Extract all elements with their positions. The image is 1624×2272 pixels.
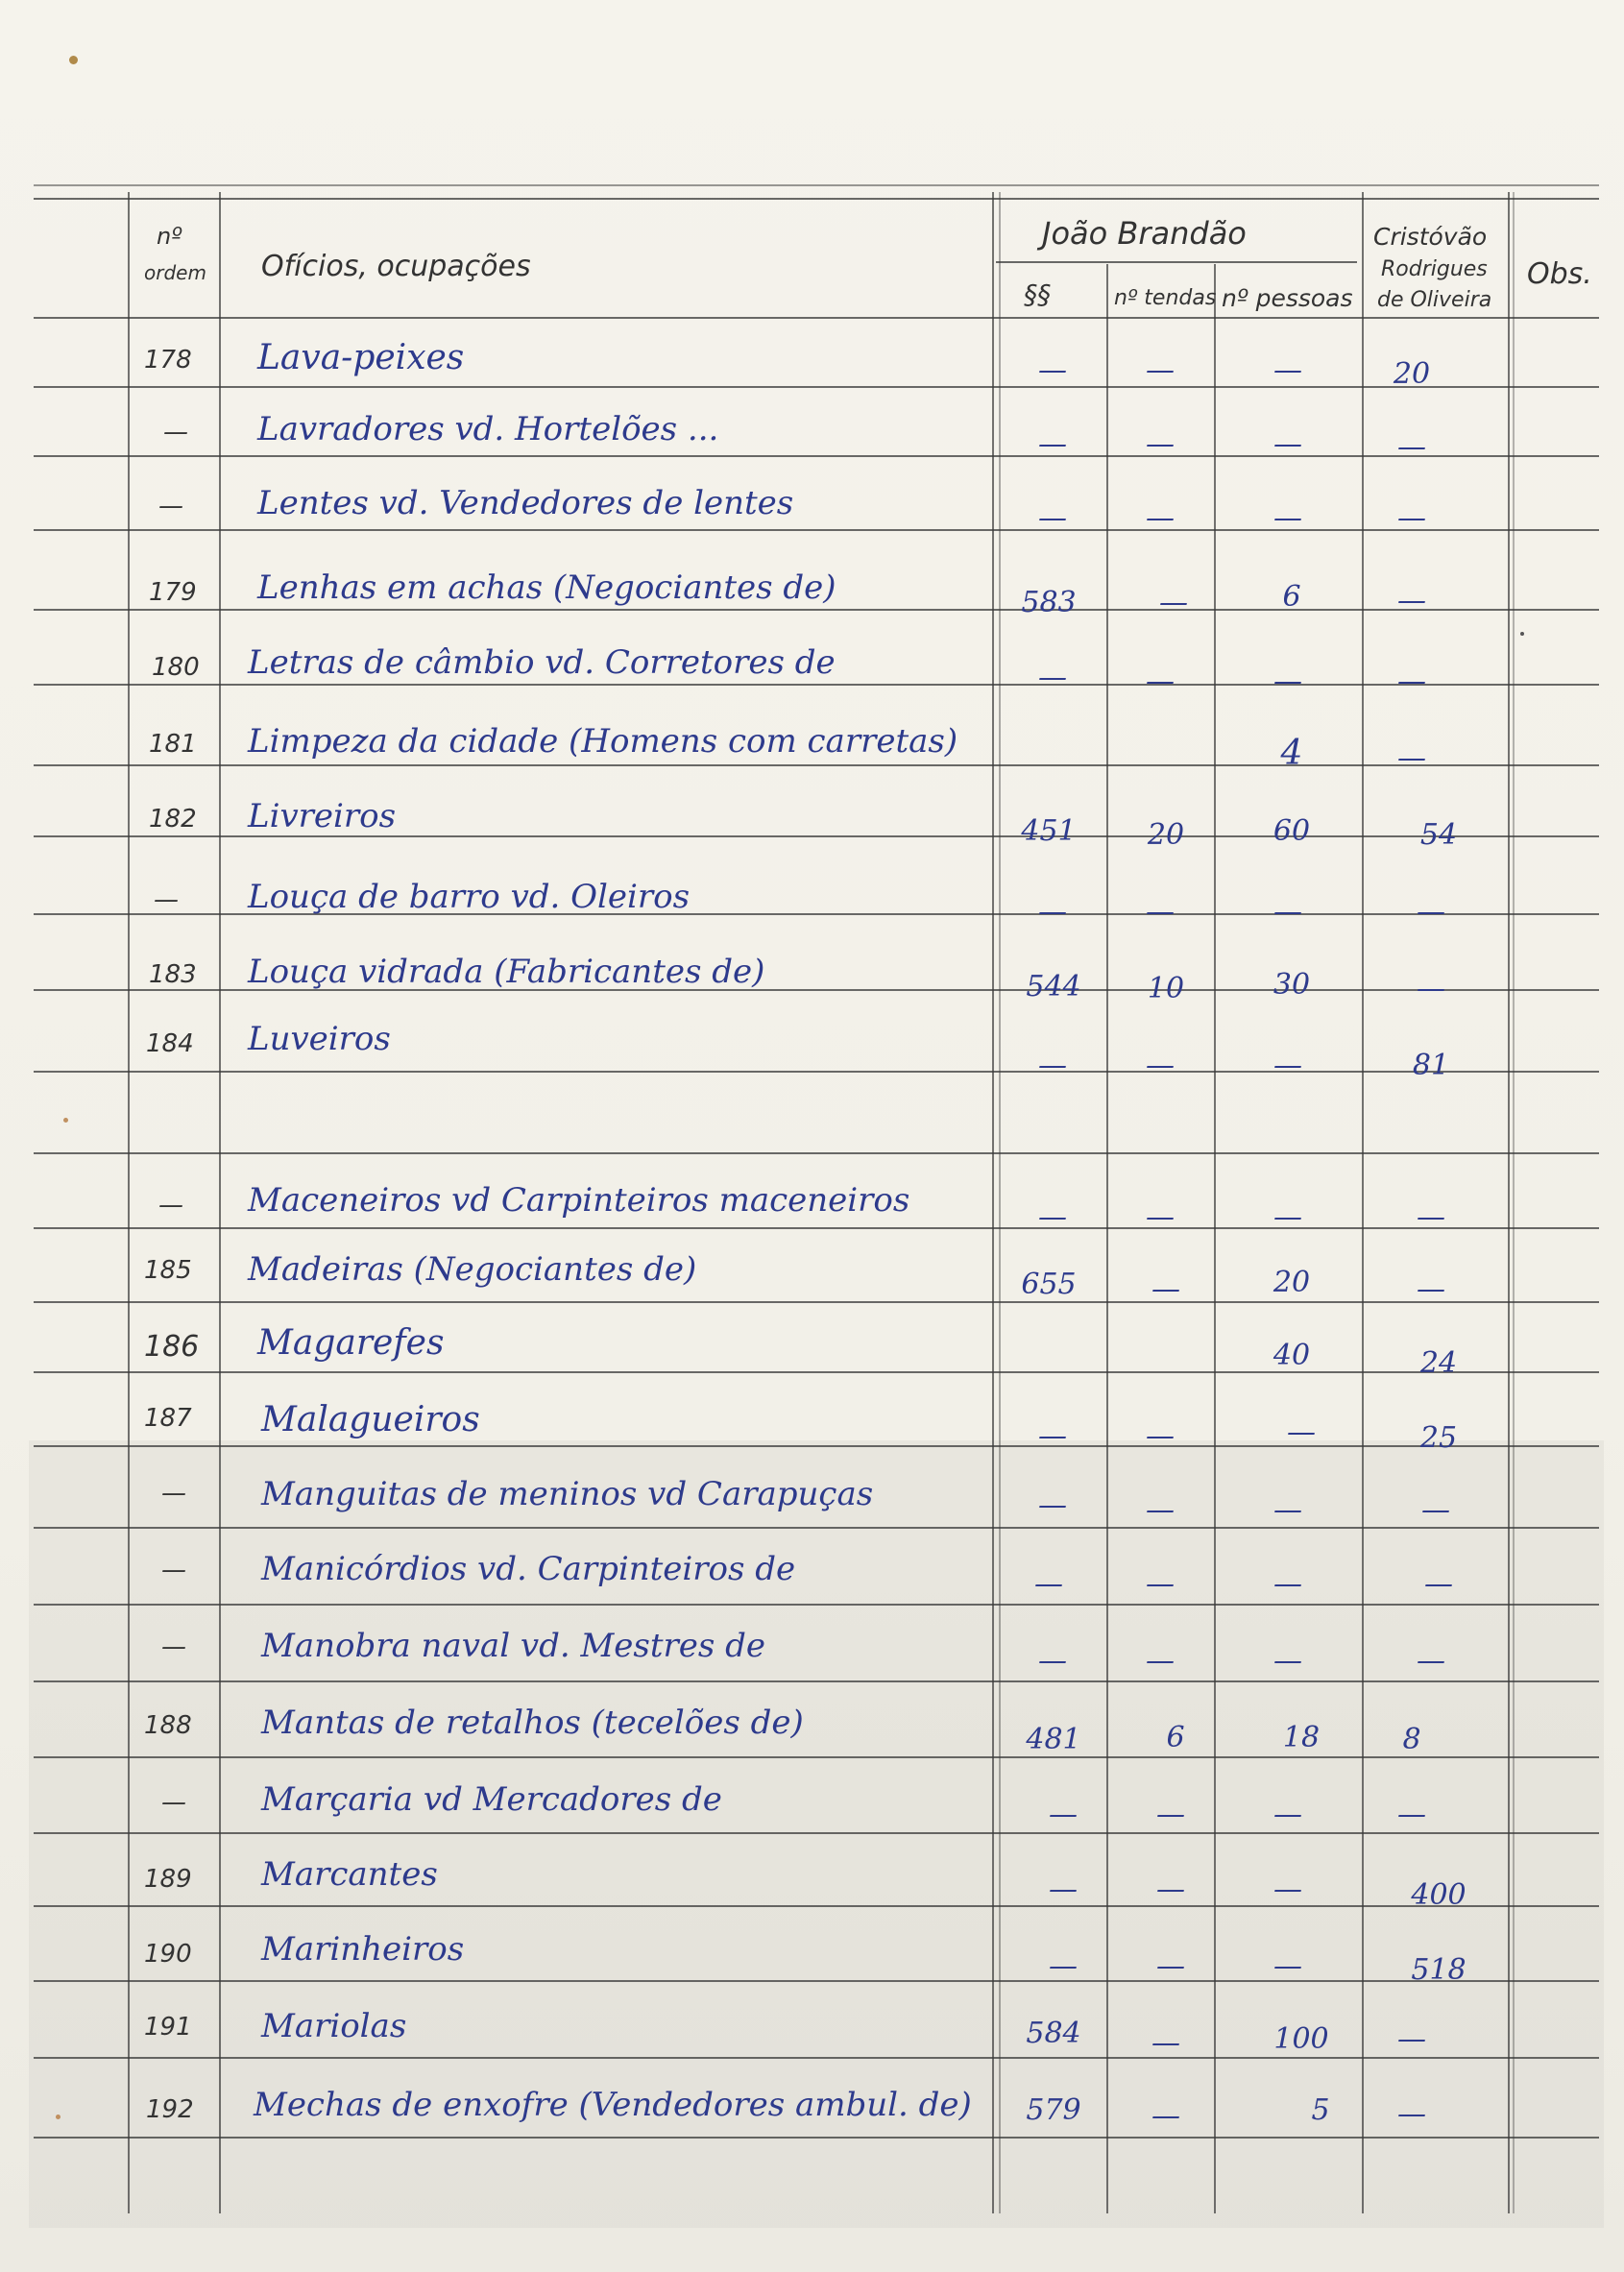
row-tendas: 10	[1147, 972, 1185, 1005]
row-pessoas: 5	[1311, 2093, 1330, 2127]
paper-speck	[56, 2115, 61, 2119]
row-cristovao: —	[1417, 895, 1445, 929]
row-pessoas: 6	[1282, 580, 1301, 614]
row-pessoas: —	[1273, 1873, 1302, 1906]
row-tendas: —	[1146, 895, 1175, 929]
row-pessoas: —	[1273, 1567, 1302, 1601]
row-cristovao: —	[1421, 1493, 1450, 1527]
row-pessoas: —	[1273, 1049, 1302, 1082]
row-tendas: —	[1146, 501, 1175, 535]
row-tendas: —	[1146, 1493, 1175, 1527]
row-pessoas: —	[1273, 353, 1302, 387]
paper-speck	[1520, 632, 1524, 636]
row-tendas: —	[1146, 1200, 1175, 1234]
header-oficios: Ofícios, ocupações	[261, 250, 531, 283]
row-ss: —	[1049, 1798, 1078, 1831]
row-ss: 451	[1021, 814, 1077, 848]
row-pessoas: —	[1273, 427, 1302, 461]
row-tendas: —	[1146, 1644, 1175, 1678]
row-occupation: Limpeza da cidade (Homens com carretas)	[248, 722, 958, 761]
row-ss: 544	[1026, 970, 1081, 1003]
row-cristovao: —	[1397, 584, 1426, 617]
row-pessoas: 18	[1282, 1721, 1321, 1754]
row-cristovao: 8	[1402, 1723, 1421, 1756]
row-occupation: Letras de câmbio vd. Corretores de	[248, 643, 836, 682]
row-number: 189	[144, 1865, 192, 1894]
row-tendas: —	[1146, 353, 1175, 387]
row-cristovao: —	[1397, 1798, 1426, 1831]
row-ss: —	[1049, 1949, 1078, 1983]
row-occupation: Marinheiros	[261, 1930, 465, 1969]
row-tendas: —	[1151, 1272, 1180, 1306]
row-tendas: —	[1146, 1419, 1175, 1453]
row-number: —	[161, 1556, 186, 1584]
row-number: 183	[149, 960, 197, 989]
row-cristovao: —	[1397, 501, 1426, 535]
row-ss: —	[1038, 1049, 1067, 1082]
row-occupation: Lenhas em achas (Negociantes de)	[257, 568, 836, 607]
row-pessoas: 100	[1273, 2022, 1329, 2056]
row-occupation: Marcantes	[261, 1855, 438, 1894]
row-pessoas: —	[1273, 1493, 1302, 1527]
row-cristovao: 25	[1419, 1421, 1458, 1455]
row-ss: 584	[1026, 2017, 1081, 2050]
row-ss: —	[1038, 1644, 1067, 1678]
row-number: 190	[144, 1940, 192, 1969]
row-tendas: —	[1156, 1798, 1185, 1831]
row-occupation: Manicórdios vd. Carpinteiros de	[261, 1550, 796, 1588]
row-number: —	[161, 1479, 186, 1508]
row-number: 185	[144, 1256, 192, 1285]
row-occupation: Magarefes	[257, 1323, 445, 1363]
header-obs: Obs.	[1527, 257, 1592, 291]
row-cristovao: —	[1397, 2022, 1426, 2056]
row-occupation: Mariolas	[261, 2007, 407, 2045]
row-number: —	[158, 1191, 183, 1220]
row-pessoas: —	[1273, 501, 1302, 535]
row-ss: —	[1049, 1873, 1078, 1906]
row-ss: 579	[1026, 2093, 1081, 2127]
row-occupation: Manobra naval vd. Mestres de	[261, 1627, 766, 1665]
row-cristovao: 20	[1393, 357, 1431, 391]
row-tendas: —	[1146, 1567, 1175, 1601]
row-cristovao: 24	[1419, 1346, 1458, 1380]
row-cristovao: —	[1417, 1272, 1445, 1306]
row-number: 180	[152, 653, 200, 682]
row-pessoas: 30	[1273, 968, 1311, 1002]
row-pessoas: —	[1287, 1415, 1316, 1449]
row-ss: —	[1038, 1200, 1067, 1234]
header-tendas: nº tendas	[1114, 286, 1217, 310]
row-cristovao: —	[1397, 741, 1426, 775]
row-cristovao: 81	[1412, 1049, 1450, 1082]
row-cristovao: 54	[1419, 818, 1458, 852]
row-occupation: Luveiros	[248, 1020, 391, 1058]
row-occupation: Maceneiros vd Carpinteiros maceneiros	[248, 1181, 910, 1220]
row-number: 178	[144, 346, 192, 375]
row-number: —	[158, 492, 183, 520]
header-ss: §§	[1024, 278, 1051, 310]
paper-speck	[69, 56, 78, 64]
row-ss: —	[1038, 895, 1067, 929]
row-tendas: —	[1151, 2026, 1180, 2060]
row-occupation: Mechas de enxofre (Vendedores ambul. de)	[254, 2086, 972, 2124]
row-pessoas: —	[1273, 1798, 1302, 1831]
row-number: 191	[144, 2013, 192, 2042]
row-occupation: Marçaria vd Mercadores de	[261, 1780, 722, 1819]
row-cristovao: —	[1424, 1567, 1453, 1601]
row-ss: —	[1038, 1419, 1067, 1453]
row-tendas: —	[1156, 1949, 1185, 1983]
row-cristovao: —	[1397, 430, 1426, 464]
row-number: 186	[144, 1330, 200, 1364]
row-occupation: Mantas de retalhos (tecelões de)	[261, 1704, 804, 1742]
row-occupation: Lentes vd. Vendedores de lentes	[257, 484, 794, 522]
row-ss: —	[1038, 661, 1067, 694]
row-pessoas: 40	[1273, 1339, 1311, 1372]
header-ordem: ordem	[144, 261, 206, 284]
row-pessoas: —	[1273, 1200, 1302, 1234]
row-tendas: —	[1146, 427, 1175, 461]
row-ss: —	[1038, 427, 1067, 461]
row-tendas: —	[1146, 1049, 1175, 1082]
header-pessoas: nº pessoas	[1222, 284, 1353, 312]
row-occupation: Malagueiros	[261, 1400, 480, 1439]
row-number: 181	[149, 730, 197, 759]
row-ss: —	[1038, 1488, 1067, 1522]
row-number: 179	[149, 578, 197, 607]
row-tendas: —	[1146, 665, 1175, 698]
row-pessoas: 4	[1280, 734, 1303, 773]
row-number: —	[161, 1788, 186, 1817]
row-number: —	[163, 418, 188, 447]
row-pessoas: —	[1273, 665, 1302, 698]
row-cristovao: —	[1417, 1644, 1445, 1678]
row-number: —	[161, 1632, 186, 1661]
row-tendas: —	[1156, 1873, 1185, 1906]
row-cristovao: —	[1397, 665, 1426, 698]
row-cristovao: 400	[1411, 1878, 1466, 1912]
header-joao-brandao: João Brandão	[1042, 215, 1247, 252]
header-cristovao-3: de Oliveira	[1377, 288, 1492, 312]
row-number: 187	[144, 1404, 192, 1433]
row-occupation: Lava-peixes	[257, 338, 465, 377]
row-occupation: Manguitas de meninos vd Carapuças	[261, 1475, 874, 1513]
row-number: 182	[149, 805, 197, 834]
header-no: nº	[157, 223, 182, 250]
row-pessoas: 20	[1273, 1266, 1311, 1299]
row-pessoas: 60	[1273, 814, 1311, 848]
row-number: 188	[144, 1711, 192, 1740]
header-cristovao-2: Rodrigues	[1381, 257, 1488, 281]
row-ss: 481	[1026, 1723, 1081, 1756]
paper-speck	[63, 1118, 68, 1123]
row-occupation: Lavradores vd. Hortelões ...	[257, 410, 719, 448]
row-occupation: Madeiras (Negociantes de)	[248, 1250, 697, 1289]
row-cristovao: 518	[1411, 1953, 1466, 1987]
row-pessoas: —	[1273, 1949, 1302, 1983]
row-cristovao: —	[1397, 2097, 1426, 2131]
row-occupation: Livreiros	[248, 797, 397, 835]
row-number: 192	[146, 2095, 194, 2124]
row-tendas: —	[1151, 2099, 1180, 2133]
row-pessoas: —	[1273, 895, 1302, 929]
row-ss: —	[1038, 501, 1067, 535]
row-tendas: 20	[1147, 818, 1185, 852]
row-cristovao: —	[1417, 1200, 1445, 1234]
row-number: 184	[146, 1029, 194, 1058]
row-ss: 583	[1021, 586, 1077, 619]
row-number: —	[154, 885, 179, 914]
row-ss: 655	[1021, 1268, 1077, 1301]
row-occupation: Louça de barro vd. Oleiros	[248, 878, 691, 916]
row-tendas: —	[1159, 586, 1188, 619]
row-occupation: Louça vidrada (Fabricantes de)	[248, 953, 765, 991]
row-cristovao: —	[1417, 972, 1445, 1005]
row-ss: —	[1038, 353, 1067, 387]
header-cristovao-1: Cristóvão	[1373, 223, 1488, 251]
row-ss: —	[1034, 1567, 1063, 1601]
row-pessoas: —	[1273, 1644, 1302, 1678]
row-tendas: 6	[1166, 1721, 1185, 1754]
